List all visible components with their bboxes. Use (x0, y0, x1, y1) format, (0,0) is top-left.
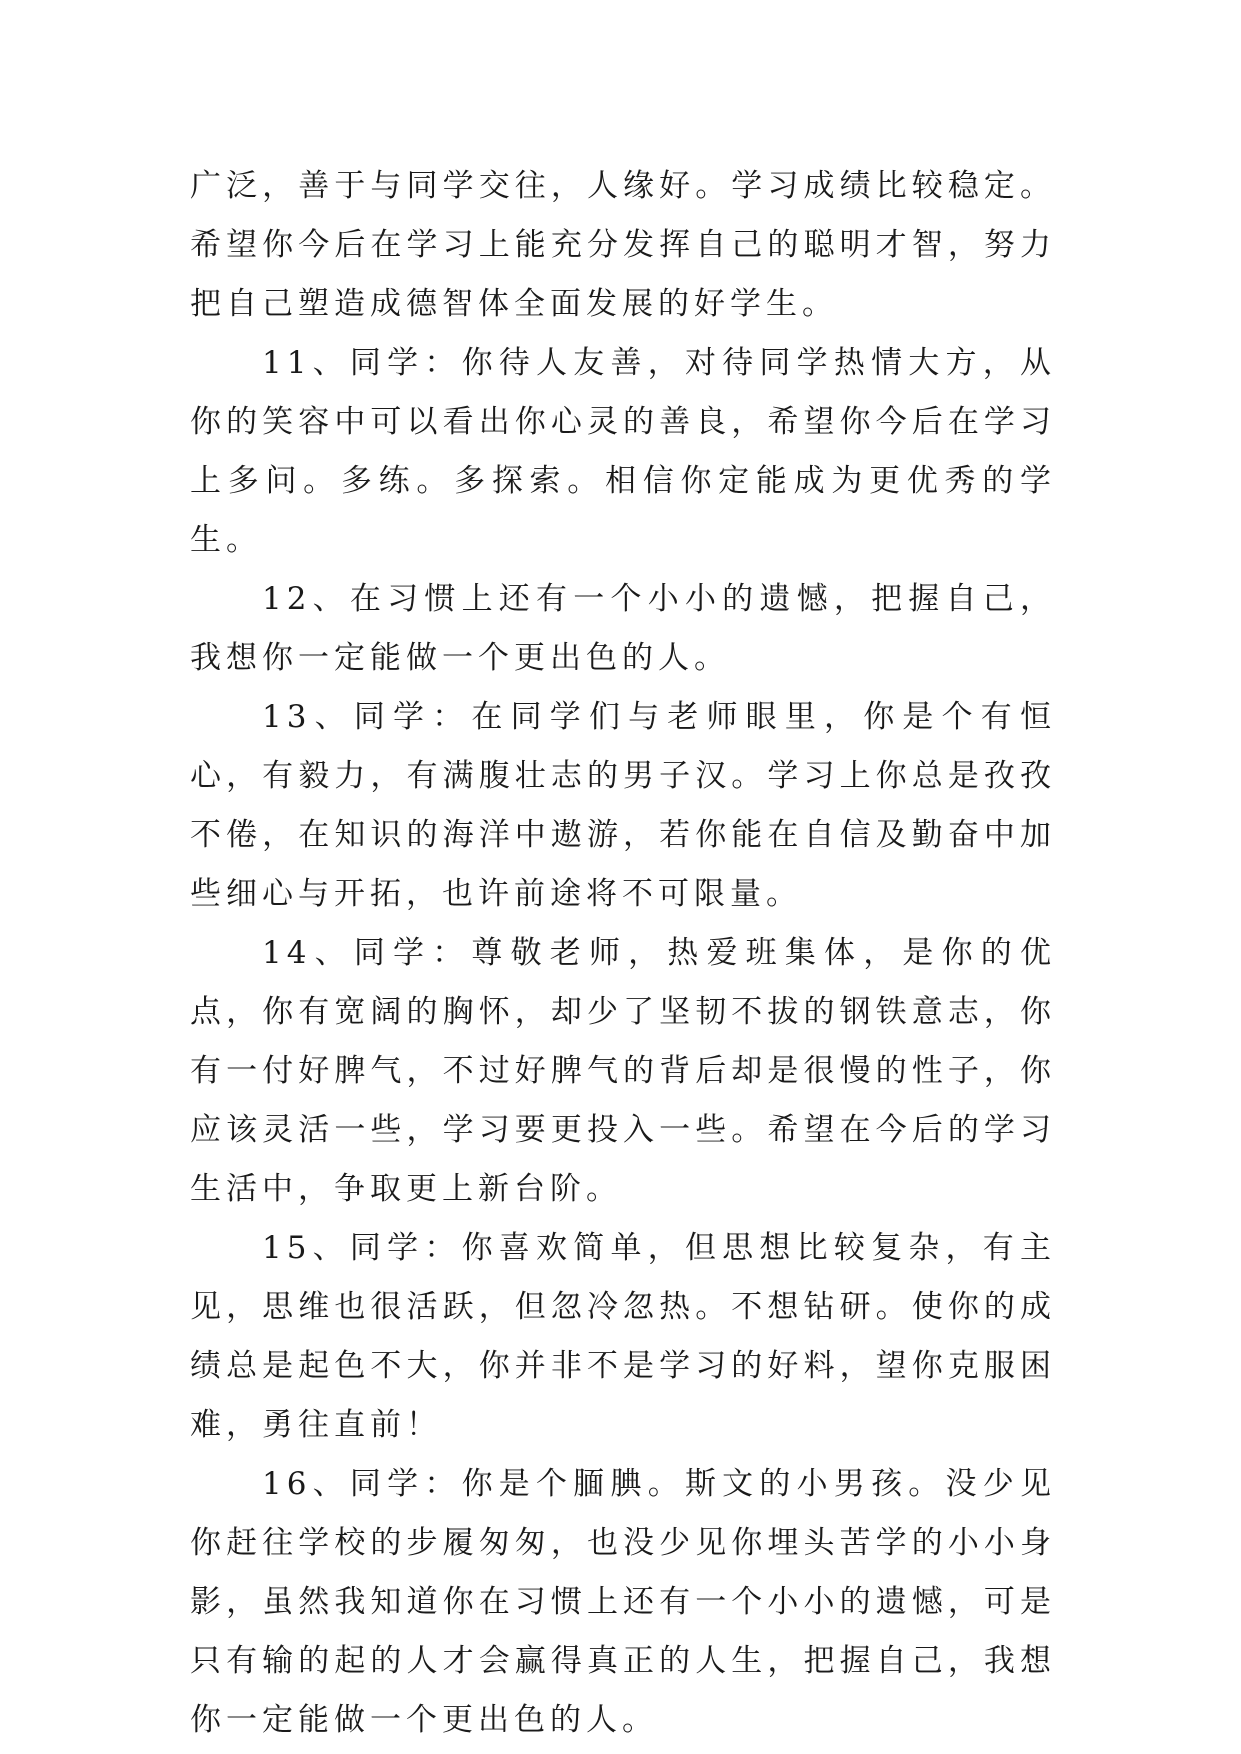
document-body (190, 157, 1056, 1750)
paragraph-comment-12: 12、在习惯上还有一个小小的遗憾，把握自己，我想你一定能做一个更出色的人。 (190, 581, 1056, 676)
paragraph-comment-15: 15、同学：你喜欢简单，但思想比较复杂，有主见，思维也很活跃，但忽冷忽热。不想钻研。使你的成绩总是起色不大，你并非不是学习的好料，望你克服困难，勇往直前！ (190, 1230, 1056, 1443)
paragraph-continued: 广泛，善于与同学交往，人缘好。学习成绩比较稳定。希望你今后在学习上能充分发挥自己的聪明才智，努力把自己塑造成德智体全面发展的好学生。 (190, 168, 1056, 322)
paragraph-comment-11: 11、同学：你待人友善，对待同学热情大方，从你的笑容中可以看出你心灵的善良，希望你今后在学习上多问。多练。多探索。相信你定能成为更优秀的学生。 (190, 345, 1056, 558)
paragraph-comment-14: 14、同学：尊敬老师，热爱班集体，是你的优点，你有宽阔的胸怀，却少了坚韧不拔的钢铁意志，你有一付好脾气，不过好脾气的背后却是很慢的性子，你应该灵活一些，学习要更投入一些。希望在今后的学习生活中，争取更上新台阶。 (190, 935, 1056, 1207)
paragraph-comment-16: 16、同学：你是个腼腆。斯文的小男孩。没少见你赶往学校的步履匆匆，也没少见你埋头苦学的小小身影，虽然我知道你在习惯上还有一个小小的遗憾，可是只有输的起的人才会赢得真正的人生，把握自己，我想你一定能做一个更出色的人。 (190, 1466, 1056, 1738)
paragraph-comment-13: 13、同学：在同学们与老师眼里，你是个有恒心，有毅力，有满腹壮志的男子汉。学习上你总是孜孜不倦，在知识的海洋中遨游，若你能在自信及勤奋中加些细心与开拓，也许前途将不可限量。 (190, 699, 1056, 912)
